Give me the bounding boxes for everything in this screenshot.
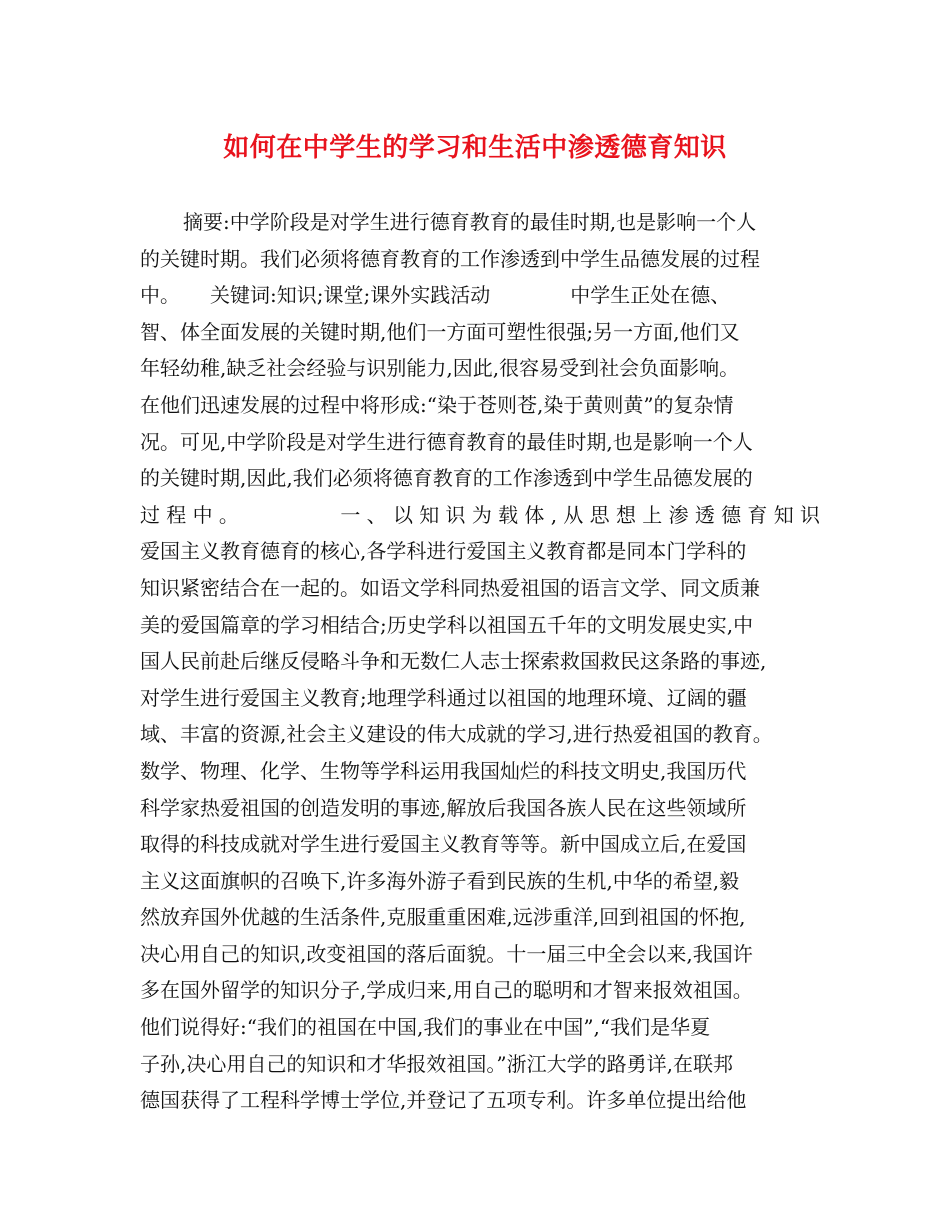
body-line: 数学、物理、化学、生物等学科运用我国灿烂的科技文明史,我国历代 xyxy=(140,758,747,783)
body-line: 对学生进行爱国主义教育;地理学科通过以祖国的地理环境、辽阔的疆 xyxy=(140,685,747,710)
body-line: 摘要:中学阶段是对学生进行德育教育的最佳时期,也是影响一个人 xyxy=(183,210,757,234)
body-line: 主义这面旗帜的召唤下,许多海外游子看到民族的生机,中华的希望,毅 xyxy=(140,868,740,893)
body-line: 的关键时期,因此,我们必须将德育教育的工作渗透到中学生品德发展的 xyxy=(140,466,753,491)
body-line: 科学家热爱祖国的创造发明的事迹,解放后我国各族人民在这些领域所 xyxy=(140,795,747,820)
body-line: 然放弃国外优越的生活条件,克服重重困难,远涉重洋,回到祖国的怀抱, xyxy=(140,905,746,930)
document-body xyxy=(140,204,820,1119)
body-line: 多在国外留学的知识分子,学成归来,用自己的聪明和才智来报效祖国。 xyxy=(140,978,753,1003)
body-line: 子孙,决心用自己的知识和才华报效祖国。”浙江大学的路勇详,在联邦 xyxy=(140,1051,733,1076)
body-line: 爱国主义教育德育的核心,各学科进行爱国主义教育都是同本门学科的 xyxy=(140,539,747,564)
body-line: 域、丰富的资源,社会主义建设的伟大成就的学习,进行热爱祖国的教育。 xyxy=(140,722,773,747)
body-line: 美的爱国篇章的学习相结合;历史学科以祖国五千年的文明发展史实,中 xyxy=(140,612,754,637)
body-line: 年轻幼稚,缺乏社会经验与识别能力,因此,很容易受到社会负面影响。 xyxy=(140,356,740,381)
body-line: 中。 关键词:知识;课堂;课外实践活动 中学生正处在德、 xyxy=(140,283,731,308)
body-line: 德国获得了工程科学博士学位,并登记了五项专利。许多单位提出给他 xyxy=(140,1088,747,1113)
body-line: 的关键时期。我们必须将德育教育的工作渗透到中学生品德发展的过程 xyxy=(140,246,760,271)
body-line: 决心用自己的知识,改变祖国的落后面貌。十一届三中全会以来,我国许 xyxy=(140,941,753,966)
document-title: 如何在中学生的学习和生活中渗透德育知识 xyxy=(223,133,727,163)
body-line: 知识紧密结合在一起的。如语文学科同热爱祖国的语言文学、同文质兼 xyxy=(140,575,760,600)
body-line: 智、体全面发展的关键时期,他们一方面可塑性很强;另一方面,他们又 xyxy=(140,319,740,344)
body-line: 况。可见,中学阶段是对学生进行德育教育的最佳时期,也是影响一个人 xyxy=(140,429,753,454)
body-line: 他们说得好:“我们的祖国在中国,我们的事业在中国”,“我们是华夏 xyxy=(140,1015,711,1040)
body-line: 国人民前赴后继反侵略斗争和无数仁人志士探索救国救民这条路的事迹, xyxy=(140,649,767,674)
body-line: 在他们迅速发展的过程中将形成:“染于苍则苍,染于黄则黄”的复杂情 xyxy=(140,392,734,417)
body-line: 过程中。 一、以知识为载体,从思想上渗透德育知识 xyxy=(140,502,820,527)
body-line: 取得的科技成就对学生进行爱国主义教育等等。新中国成立后,在爱国 xyxy=(140,832,747,857)
